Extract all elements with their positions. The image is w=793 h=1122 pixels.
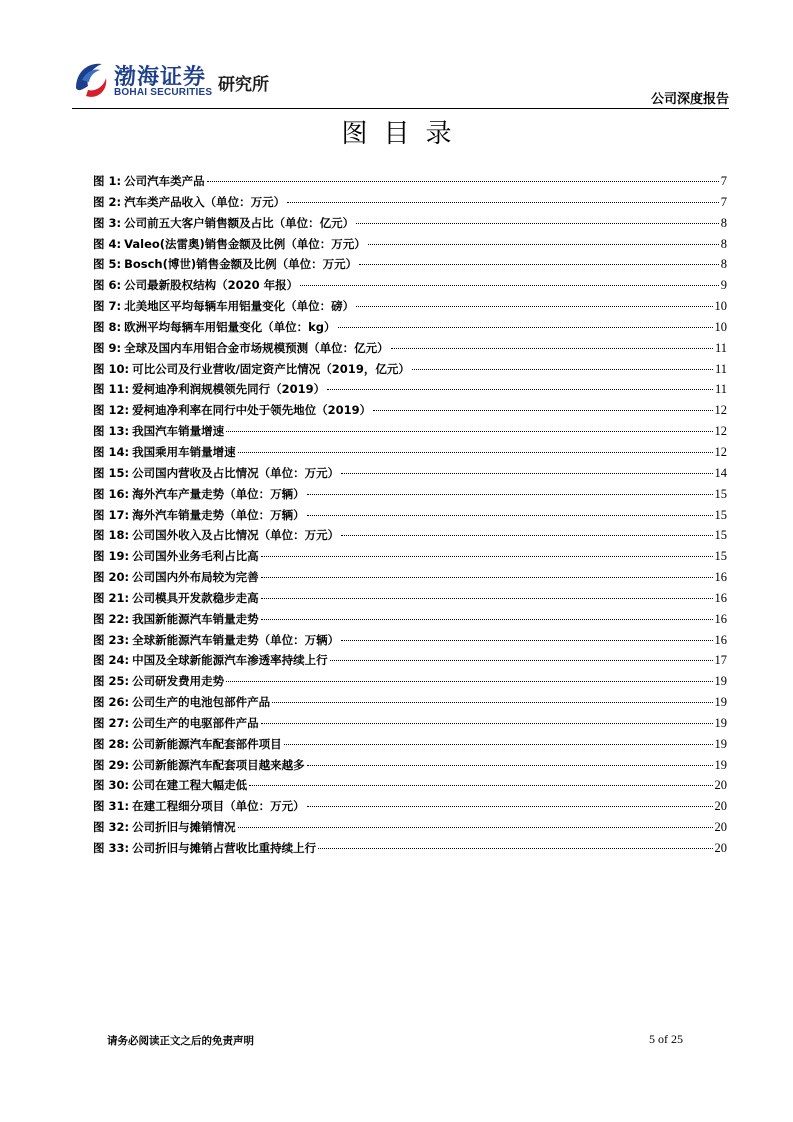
toc-entry[interactable] <box>93 838 727 859</box>
toc-entry-label: 图 2: <box>93 194 122 209</box>
toc-entry-title: 我国新能源汽车销量走势 <box>132 611 259 626</box>
toc-dot-leader <box>356 306 712 307</box>
toc-entry-title: 公司汽车类产品 <box>124 174 205 188</box>
toc-entry-label: 图 12: <box>93 403 130 418</box>
toc-entry-title: 爱柯迪净利率在同行中处于领先地位（2019） <box>132 403 372 418</box>
toc-dot-leader <box>307 765 713 766</box>
toc-dot-leader <box>238 452 713 453</box>
toc-entry-label: 图 13: <box>93 424 130 439</box>
toc-entry-page: 11 <box>714 382 727 397</box>
toc-dot-leader <box>356 223 719 224</box>
toc-entry-title: 汽车类产品收入（单位：万元） <box>124 194 286 209</box>
toc-entry-title: 公司国外收入及占比情况（单位：万元） <box>132 528 340 543</box>
toc-dot-leader <box>341 535 712 536</box>
page-header <box>0 0 793 112</box>
toc-dot-leader <box>368 244 719 245</box>
toc-entry-page: 7 <box>720 194 727 209</box>
toc-entry-label: 图 32: <box>93 820 130 835</box>
toc-entry[interactable] <box>93 505 727 526</box>
toc-entry[interactable] <box>93 234 727 255</box>
report-type: 公司深度报告 <box>650 92 729 107</box>
toc-dot-leader <box>261 577 713 578</box>
logo-english-name: BOHAI SECURITIES <box>114 87 213 98</box>
toc-entry[interactable] <box>93 463 727 484</box>
toc-entry-label: 图 22: <box>93 611 130 626</box>
toc-dot-leader <box>341 473 712 474</box>
toc-entry[interactable] <box>93 421 727 442</box>
toc-dot-leader <box>307 806 713 807</box>
toc-entry-label: 图 5: <box>93 257 122 272</box>
toc-entry-label: 图 24: <box>93 653 130 668</box>
toc-entry-label: 图 14: <box>93 444 130 459</box>
toc-entry-label: 图 11: <box>93 382 130 397</box>
toc-entry-page: 12 <box>714 424 727 439</box>
toc-entry-title: 公司国外业务毛利占比高 <box>132 549 259 564</box>
toc-dot-leader <box>341 640 712 641</box>
toc-entry-page: 20 <box>714 799 727 814</box>
toc-dot-leader <box>207 181 719 182</box>
toc-entry-page: 19 <box>714 715 727 730</box>
toc-entry[interactable] <box>93 400 727 421</box>
toc-dot-leader <box>261 619 713 620</box>
toc-entry[interactable] <box>93 192 727 213</box>
toc-entry-title: 我国乘用车销量增速 <box>132 444 236 459</box>
toc-entry[interactable] <box>93 588 727 609</box>
toc-entry-page: 8 <box>720 257 727 272</box>
header-divider <box>72 108 729 109</box>
toc-dot-leader <box>287 202 719 203</box>
toc-entry-title: 公司生产的电池包部件产品 <box>132 695 271 710</box>
toc-entry-title: 海外汽车销量走势（单位：万辆） <box>132 507 305 522</box>
toc-entry-page: 9 <box>720 278 727 293</box>
toc-entry-title: 公司国内营收及占比情况（单位：万元） <box>132 465 340 480</box>
toc-entry-label: 图 3: <box>93 215 122 230</box>
toc-entry-title: 爱柯迪净利润规模领先同行（2019） <box>132 382 326 397</box>
toc-dot-leader <box>330 660 713 661</box>
toc-entry-title: 全球及国内车用铝合金市场规模预测（单位：亿元） <box>124 340 389 355</box>
toc-entry-title: 公司国内外布局较为完善 <box>132 570 259 585</box>
toc-entry[interactable] <box>93 671 727 692</box>
toc-entry-page: 15 <box>714 486 727 501</box>
toc-dot-leader <box>307 494 713 495</box>
toc-entry-title: 中国及全球新能源汽车渗透率持续上行 <box>132 653 328 668</box>
toc-dot-leader <box>226 431 712 432</box>
toc-entry-page: 17 <box>714 653 727 668</box>
toc-entry-title: Bosch(博世)销售金额及比例（单位：万元） <box>124 257 358 272</box>
toc-dot-leader <box>272 702 712 703</box>
toc-entry-page: 19 <box>714 674 727 689</box>
toc-entry-title: 欧洲平均每辆车用铝量变化（单位：kg） <box>124 319 336 334</box>
toc-entry-page: 16 <box>714 590 727 605</box>
toc-entry-title: 公司新能源汽车配套项目越来越多 <box>132 757 305 772</box>
toc-entry-title: 在建工程细分项目（单位：万元） <box>132 799 305 814</box>
toc-entry-title: Valeo(法雷奥)销售金额及比例（单位：万元） <box>124 236 366 251</box>
bohai-logo-icon <box>72 58 110 102</box>
toc-entry-page: 15 <box>714 528 727 543</box>
toc-entry-title: 公司研发费用走势 <box>132 674 225 689</box>
logo-chinese-name: 渤海证券 <box>114 65 207 90</box>
toc-entry-label: 图 4: <box>93 236 122 251</box>
toc-entry-page: 10 <box>714 319 727 334</box>
toc-entry[interactable] <box>93 713 727 734</box>
toc-entry[interactable] <box>93 817 727 838</box>
toc-dot-leader <box>391 348 713 349</box>
toc-entry-title: 公司最新股权结构（2020 年报） <box>124 278 299 293</box>
toc-entry-label: 图 33: <box>93 841 130 855</box>
toc-title: 图目录 <box>341 119 468 149</box>
toc-dot-leader <box>338 327 713 328</box>
toc-entry-page: 16 <box>714 611 727 626</box>
toc-entry[interactable] <box>93 567 727 588</box>
toc-entry[interactable] <box>93 525 727 546</box>
toc-entry-label: 图 9: <box>93 340 122 355</box>
toc-entry-page: 11 <box>714 361 727 376</box>
toc-entry-label: 图 23: <box>93 632 130 647</box>
toc-entry-page: 20 <box>714 841 727 855</box>
toc-entry-label: 图 25: <box>93 674 130 689</box>
institute-name: 研究所 <box>218 75 269 95</box>
toc-dot-leader <box>249 785 712 786</box>
toc-entry-label: 图 20: <box>93 570 130 585</box>
toc-entry-title: 海外汽车产量走势（单位：万辆） <box>132 486 305 501</box>
toc-entry[interactable] <box>93 630 727 651</box>
toc-entry-page: 20 <box>714 820 727 835</box>
toc-entry-label: 图 27: <box>93 715 130 730</box>
toc-entry-page: 16 <box>714 632 727 647</box>
bohai-logo <box>72 58 292 104</box>
toc-dot-leader <box>261 556 713 557</box>
toc-dot-leader <box>327 389 713 390</box>
toc-entry-label: 图 29: <box>93 757 130 772</box>
toc-entry-page: 8 <box>720 236 727 251</box>
toc-entry[interactable] <box>93 296 727 317</box>
toc-dot-leader <box>412 369 713 370</box>
toc-entry-title: 公司在建工程大幅走低 <box>132 778 248 793</box>
toc-entry-page: 15 <box>714 549 727 564</box>
toc-entry-page: 15 <box>714 507 727 522</box>
toc-dot-leader <box>226 681 712 682</box>
toc-dot-leader <box>261 723 713 724</box>
toc-entry-label: 图 28: <box>93 736 130 751</box>
toc-entry-label: 图 10: <box>93 361 130 376</box>
toc-entry-label: 图 8: <box>93 319 122 334</box>
toc-entry-label: 图 17: <box>93 507 130 522</box>
toc-entry-page: 14 <box>714 465 727 480</box>
toc-entry[interactable] <box>93 213 727 234</box>
figure-list <box>93 171 727 859</box>
toc-entry-label: 图 21: <box>93 590 130 605</box>
toc-entry[interactable] <box>93 379 727 400</box>
toc-entry[interactable] <box>93 317 727 338</box>
toc-entry-title: 公司折旧与摊销情况 <box>132 820 236 835</box>
toc-entry-page: 20 <box>714 778 727 793</box>
toc-entry-page: 10 <box>714 299 727 314</box>
toc-entry-page: 8 <box>720 215 727 230</box>
toc-entry-title: 我国汽车销量增速 <box>132 424 225 439</box>
toc-entry-title: 公司生产的电驱部件产品 <box>132 715 259 730</box>
toc-entry-label: 图 7: <box>93 299 122 314</box>
toc-entry-label: 图 15: <box>93 465 130 480</box>
toc-entry[interactable] <box>93 442 727 463</box>
toc-entry-title: 全球新能源汽车销量走势（单位：万辆） <box>132 632 340 647</box>
toc-entry[interactable] <box>93 734 727 755</box>
toc-entry-title: 公司新能源汽车配套部件项目 <box>132 736 282 751</box>
toc-entry-page: 19 <box>714 695 727 710</box>
toc-entry-label: 图 26: <box>93 695 130 710</box>
toc-entry-title: 公司折旧与摊销占营收比重持续上行 <box>132 841 317 855</box>
toc-entry-page: 12 <box>714 444 727 459</box>
toc-entry-title: 北美地区平均每辆车用铝量变化（单位：磅） <box>124 299 355 314</box>
toc-dot-leader <box>373 410 712 411</box>
toc-entry-title: 公司前五大客户销售额及占比（单位：亿元） <box>124 215 355 230</box>
toc-entry-page: 11 <box>714 340 727 355</box>
toc-entry[interactable] <box>93 484 727 505</box>
footer-disclaimer: 请务必阅读正文之后的免责声明 <box>107 1035 254 1047</box>
toc-entry[interactable] <box>93 275 727 296</box>
toc-dot-leader <box>307 515 713 516</box>
toc-entry-label: 图 16: <box>93 486 130 501</box>
toc-entry-title: 可比公司及行业营收/固定资产比情况（2019，亿元） <box>132 361 410 376</box>
toc-dot-leader <box>359 264 719 265</box>
toc-entry-label: 图 30: <box>93 778 130 793</box>
toc-entry[interactable] <box>93 609 727 630</box>
toc-entry[interactable] <box>93 796 727 817</box>
toc-entry-label: 图 6: <box>93 278 122 293</box>
toc-entry-page: 7 <box>720 174 727 188</box>
toc-dot-leader <box>300 285 719 286</box>
toc-entry-label: 图 18: <box>93 528 130 543</box>
toc-entry[interactable] <box>93 650 727 671</box>
toc-entry[interactable] <box>93 359 727 380</box>
toc-entry[interactable] <box>93 171 727 192</box>
toc-dot-leader <box>261 598 713 599</box>
toc-entry-label: 图 19: <box>93 549 130 564</box>
toc-entry-page: 19 <box>714 757 727 772</box>
toc-entry[interactable] <box>93 546 727 567</box>
toc-entry-page: 19 <box>714 736 727 751</box>
toc-entry-title: 公司模具开发款稳步走高 <box>132 590 259 605</box>
toc-entry[interactable] <box>93 338 727 359</box>
toc-entry[interactable] <box>93 755 727 776</box>
toc-entry[interactable] <box>93 692 727 713</box>
toc-entry-page: 12 <box>714 403 727 418</box>
toc-dot-leader <box>284 744 713 745</box>
toc-dot-leader <box>238 827 713 828</box>
toc-entry[interactable] <box>93 254 727 275</box>
toc-entry-page: 16 <box>714 570 727 585</box>
toc-entry-label: 图 31: <box>93 799 130 814</box>
toc-entry[interactable] <box>93 775 727 796</box>
footer-page-number: 5 of 25 <box>649 1032 683 1046</box>
toc-dot-leader <box>318 848 712 849</box>
toc-entry-label: 图 1: <box>93 174 122 188</box>
